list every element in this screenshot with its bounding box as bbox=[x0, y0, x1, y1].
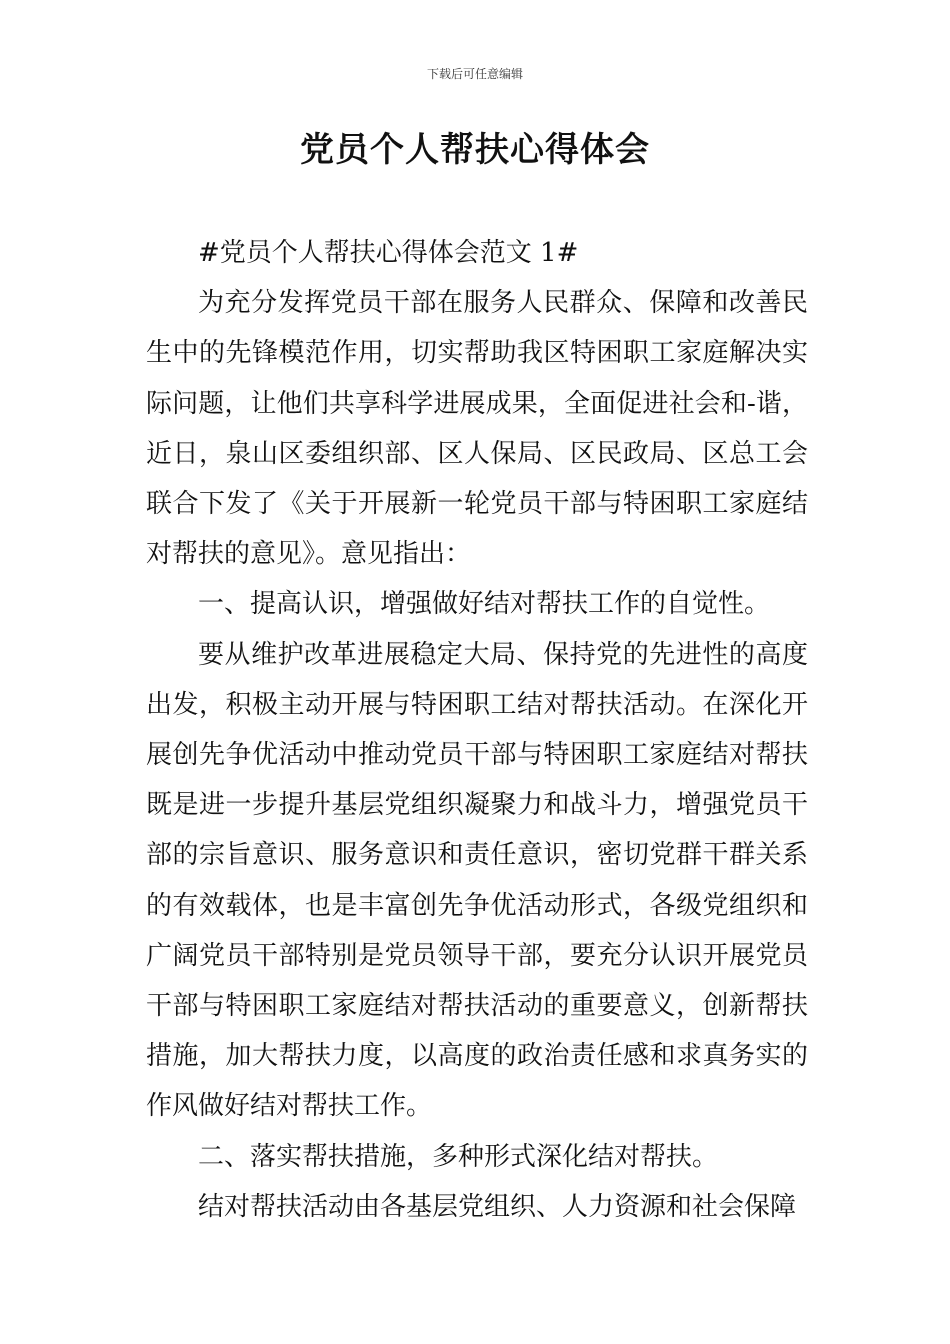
section-heading-example-1: #党员个人帮扶心得体会范文 1# bbox=[198, 238, 579, 268]
header-note: 下载后可任意编辑 bbox=[426, 67, 523, 81]
document-title: 党员个人帮扶心得体会 bbox=[300, 130, 650, 170]
body-paragraph: 结对帮扶活动由各基层党组织、人力资源和社会保障 bbox=[198, 1191, 797, 1222]
body-paragraph: 要从维护改革进展稳定大局、保持党的先进性的高度出发，积极主动开展与特困职工结对帮扶活动。在深化开展创先争优活动中推动党员干部与特困职工家庭结对帮扶既是进一步提升基层党组织凝聚力和战斗力，增强党员干部的宗旨意识、服务意识和责任意识，密切党群干群关系的有效载体，也是丰富创先争优活动形式，各级党组织和广阔党员干部特别是党员领导干部，要充分认识开展党员干部与特困职工家庭结对帮扶活动的重要意义，创新帮扶措施，加大帮扶力度，以高度的政治责任感和求真务实的作风做好结对帮扶工作。 bbox=[146, 639, 808, 1122]
document-body bbox=[146, 228, 808, 1232]
body-paragraph: 为充分发挥党员干部在服务人民群众、保障和改善民生中的先锋模范作用，切实帮助我区特困职工家庭解决实际问题，让他们共享科学进展成果，全面促进社会和-谐，近日，泉山区委组织部、区人保局、区民政局、区总工会联合下发了《关于开展新一轮党员干部与特困职工家庭结对帮扶的意见》。意见指出： bbox=[146, 288, 808, 570]
section-heading-2: 二、落实帮扶措施，多种形式深化结对帮扶。 bbox=[198, 1141, 719, 1172]
section-heading-1: 一、提高认识，增强做好结对帮扶工作的自觉性。 bbox=[198, 589, 771, 620]
